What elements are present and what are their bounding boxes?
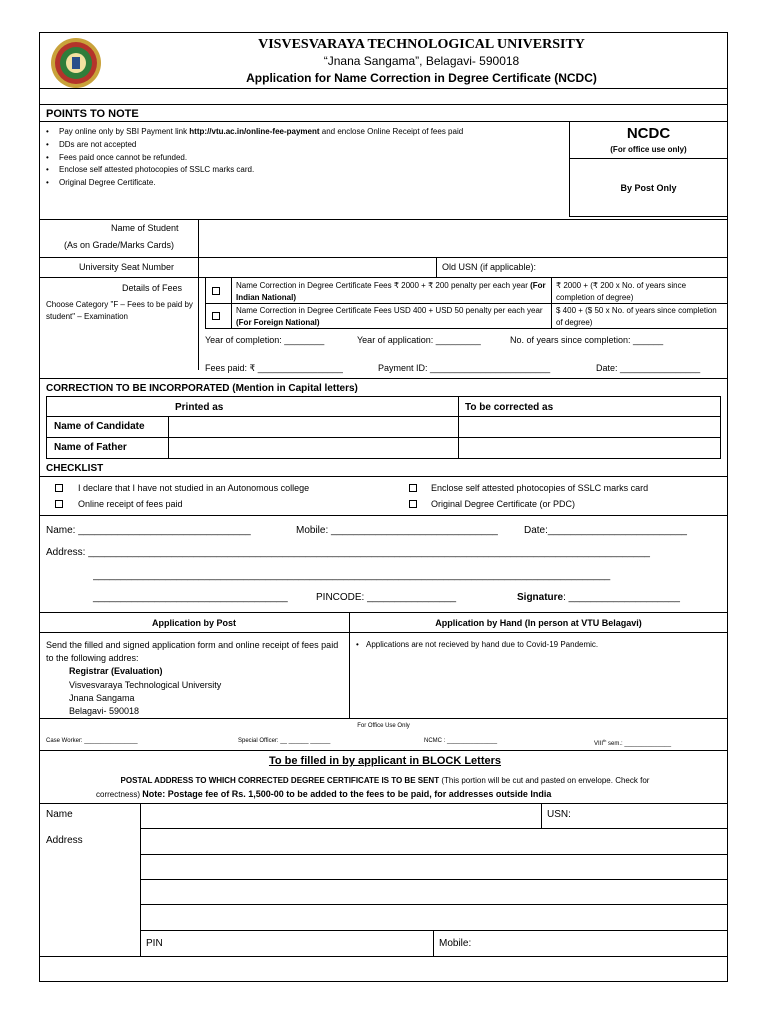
viii-sem: VIIIth sem.: ______________	[594, 738, 672, 747]
candidate-corrected-field[interactable]	[459, 417, 720, 436]
candidate-printed-field[interactable]	[169, 417, 457, 436]
block-heading: To be filled in by applicant in BLOCK Letters	[268, 755, 502, 767]
office-box-subtitle: (For office use only)	[610, 145, 687, 154]
hand-heading: Application by Hand (In person at VTU Belagavi)	[435, 618, 642, 628]
payment-id[interactable]: Payment ID: ________________________	[378, 363, 551, 373]
col-printed-as: Printed as	[175, 402, 224, 413]
postal-pin-label: PIN	[146, 938, 163, 949]
post-instructions: Send the filled and signed application form and online receipt of fees paid to the following addres:	[46, 640, 339, 663]
student-name-sub: (As on Grade/Marks Cards)	[64, 240, 175, 250]
fee-rate-indian: ₹ 2000 + (₹ 200 x No. of years since completion of degree)	[556, 281, 687, 302]
checklist-item: Enclose self attested photocopies of SSLC marks card	[431, 483, 649, 493]
foreign-national-checkbox[interactable]	[212, 312, 220, 320]
ncmc: NCMC : _______________	[424, 738, 498, 744]
student-name-field[interactable]	[199, 220, 727, 256]
usn-field[interactable]	[199, 258, 435, 276]
post-heading: Application by Post	[151, 618, 236, 628]
fee-option-foreign: Name Correction in Degree Certificate Fees USD 400 + USD 50 penalty per each year (For Foreign National)	[236, 306, 543, 327]
postal-instruction-line2: correctness) Note: Postage fee of Rs. 1,500-00 to be added to the fees to be paid, for addresses outside India	[96, 789, 552, 799]
note-item: • Pay online only by SBI Payment link http://vtu.ac.in/online-fee-payment and enclose Online Receipt of fees paid	[46, 126, 463, 139]
fee-option-indian: Name Correction in Degree Certificate Fees ₹ 2000 + ₹ 200 penalty per each year (For Indian National)	[236, 281, 546, 302]
student-name-label: Name of Student	[111, 223, 179, 233]
year-of-completion[interactable]: Year of completion: ________	[205, 335, 325, 345]
applicant-address-line[interactable]: ___________________________________	[93, 592, 288, 603]
postal-address-field[interactable]	[141, 829, 727, 929]
applicant-date[interactable]: Date:_________________________	[524, 525, 687, 536]
applicant-address[interactable]: Address: _____________________________________________________________________________________________________	[46, 547, 650, 558]
fees-paid[interactable]: Fees paid: ₹ _________________	[205, 363, 343, 373]
applicant-address-line[interactable]: _____________________________________________________________________________________________	[93, 570, 611, 581]
year-of-application[interactable]: Year of application: _________	[357, 335, 481, 345]
indian-national-checkbox[interactable]	[212, 287, 220, 295]
university-name: VISVESVARAYA TECHNOLOGICAL UNIVERSITY	[258, 37, 585, 52]
correction-heading: CORRECTION TO BE INCORPORATED (Mention in Capital letters)	[46, 383, 358, 394]
note-item: • Original Degree Certificate.	[46, 177, 463, 190]
postal-name-field[interactable]	[141, 804, 540, 827]
payment-date[interactable]: Date: ________________	[596, 363, 701, 373]
checklist-checkbox[interactable]	[55, 500, 63, 508]
case-worker: Case Worker: ________________	[46, 738, 138, 744]
checklist-item: Original Degree Certificate (or PDC)	[431, 499, 576, 509]
form-title: Application for Name Correction in Degree Certificate (NCDC)	[246, 71, 597, 85]
postal-name-label: Name	[46, 809, 73, 820]
applicant-name[interactable]: Name: _______________________________	[46, 525, 251, 536]
notes-list	[46, 126, 463, 190]
checklist-item: Online receipt of fees paid	[78, 499, 183, 509]
postal-usn-label: USN:	[547, 809, 571, 820]
applicant-signature[interactable]: Signature: ____________________	[517, 592, 680, 603]
note-item: • Enclose self attested photocopies of SSLC marks card.	[46, 164, 463, 177]
row-name-of-father: Name of Father	[54, 442, 127, 453]
office-use-label: For Office Use Only	[357, 723, 410, 729]
payment-link[interactable]: http://vtu.ac.in/online-fee-payment	[189, 127, 320, 136]
father-corrected-field[interactable]	[459, 438, 720, 458]
fees-label: Details of Fees	[122, 283, 183, 293]
office-box-title: NCDC	[626, 125, 671, 142]
checklist-checkbox[interactable]	[409, 500, 417, 508]
col-to-be-corrected: To be corrected as	[465, 402, 554, 413]
registrar-campus: Jnana Sangama	[69, 693, 135, 703]
office-box-mode: By Post Only	[620, 183, 677, 193]
old-usn-label: Old USN (if applicable):	[442, 262, 537, 272]
checklist-checkbox[interactable]	[55, 484, 63, 492]
checklist-checkbox[interactable]	[409, 484, 417, 492]
fees-category-note: Choose Category "F – Fees to be paid by student" – Examination	[46, 300, 193, 321]
usn-label: University Seat Number	[79, 262, 175, 272]
postal-mobile-label: Mobile:	[439, 938, 472, 949]
university-address: “Jnana Sangama”, Belagavi- 590018	[323, 54, 520, 68]
applicant-pincode[interactable]: PINCODE: ________________	[316, 592, 457, 603]
special-officer: Special Officer: __ ______ ______	[238, 738, 331, 744]
fee-rate-foreign: $ 400 + ($ 50 x No. of years since completion of degree)	[556, 306, 717, 327]
checklist-item: I declare that I have not studied in an Autonomous college	[78, 483, 310, 493]
row-name-of-candidate: Name of Candidate	[54, 421, 145, 432]
father-printed-field[interactable]	[169, 438, 457, 458]
registrar-university: Visvesvaraya Technological University	[69, 680, 222, 690]
applicant-mobile[interactable]: Mobile: ______________________________	[296, 525, 498, 536]
registrar: Registrar (Evaluation)	[69, 666, 163, 676]
hand-instructions: • Applications are not recieved by hand due to Covid-19 Pandemic.	[356, 640, 599, 649]
note-item: • DDs are not accepted	[46, 139, 463, 152]
checklist-heading: CHECKLIST	[46, 463, 104, 474]
registrar-city: Belagavi- 590018	[69, 706, 140, 716]
note-item: • Fees paid once cannot be refunded.	[46, 152, 463, 165]
notes-heading: POINTS TO NOTE	[46, 108, 139, 120]
postal-address-label: Address	[46, 835, 83, 846]
years-since-completion[interactable]: No. of years since completion: ______	[510, 335, 664, 345]
postal-instruction: POSTAL ADDRESS TO WHICH CORRECTED DEGREE CERTIFICATE IS TO BE SENT (This portion will be cut and pasted on envelope. Check for	[120, 776, 650, 785]
